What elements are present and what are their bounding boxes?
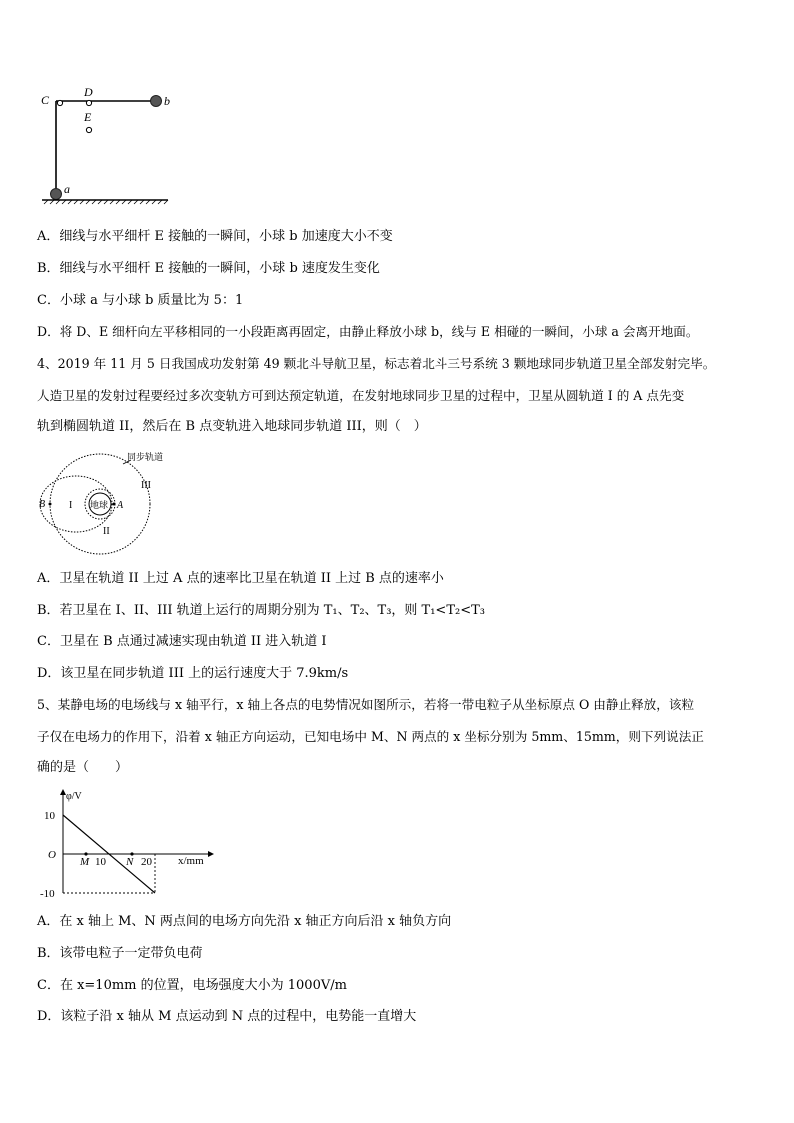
q4-stem-line-2: 人造卫星的发射过程要经过多次变轨方可到达预定轨道，在发射地球同步卫星的过程中，卫星从圆轨道 I 的 A 点先变 <box>37 388 685 403</box>
orbit-figure <box>35 448 165 560</box>
q5-stem-line-2: 子仅在电场力的作用下，沿着 x 轴正方向运动，已知电场中 M、N 两点的 x 坐标分别为 5mm、15mm，则下列说法正 <box>37 729 704 744</box>
label-orbit-iii: III <box>141 480 151 491</box>
graph-x-tick-20: 20 <box>141 856 152 868</box>
graph-m-label: M <box>80 856 90 868</box>
earth-label: 地球 <box>90 501 109 511</box>
peg-c <box>57 100 62 105</box>
graph-y-tick-neg10: -10 <box>40 888 55 900</box>
q5-option-c: C．在 x=10mm 的位置，电场强度大小为 1000V/m <box>37 978 347 993</box>
q5-stem-line-1: 5、某静电场的电场线与 x 轴平行，x 轴上各点的电势情况如图所示，若将一带电粒子从坐标原点 O 由静止释放，该粒 <box>37 697 695 712</box>
ball-a <box>51 189 62 200</box>
sync-orbit-label: 同步轨道 <box>127 453 164 463</box>
q4-stem-line-1: 4、2019 年 11 月 5 日我国成功发射第 49 颗北斗导航卫星，标志着北斗三号系统 3 颗地球同步轨道卫星全部发射完毕。 <box>37 356 716 371</box>
label-a: a <box>64 182 70 196</box>
label-c: C <box>41 93 50 107</box>
q4-option-d: D．该卫星在同步轨道 III 上的运行速度大于 7.9km/s <box>37 666 349 681</box>
q4-option-b: B．若卫星在 I、II、III 轨道上运行的周期分别为 T₁、T₂、T₃，则 T₁<T₂<T₃ <box>37 603 485 618</box>
graph-origin-label: O <box>48 849 56 861</box>
point-a <box>113 503 116 506</box>
graph-n-label: N <box>126 856 134 868</box>
graph-y-tick-10: 10 <box>44 810 55 822</box>
potential-graph <box>38 785 218 900</box>
q5-option-a: A．在 x 轴上 M、N 两点间的电场方向先沿 x 轴正方向后沿 x 轴负方向 <box>37 914 452 929</box>
peg-e <box>86 127 91 132</box>
label-e: E <box>84 110 92 124</box>
q3-option-b: B．细线与水平细杆 E 接触的一瞬间，小球 b 速度发生变化 <box>37 261 380 276</box>
x-axis-arrow <box>208 851 214 857</box>
label-orbit-i: I <box>69 500 73 511</box>
ball-b <box>151 96 162 107</box>
graph-x-tick-10: 10 <box>95 856 106 868</box>
label-point-b: B <box>39 499 46 510</box>
q5-option-d: D．该粒子沿 x 轴从 M 点运动到 N 点的过程中，电势能一直增大 <box>37 1009 417 1024</box>
q5-stem-line-3: 确的是（ ） <box>37 760 129 775</box>
graph-y-label: φ/V <box>66 791 82 802</box>
q4-stem-line-3: 轨到椭圆轨道 II，然后在 B 点变轨进入地球同步轨道 III，则（ ） <box>37 419 427 434</box>
label-d: D <box>84 85 93 99</box>
graph-x-label: x/mm <box>178 855 204 867</box>
point-b <box>49 503 52 506</box>
label-point-a: A <box>117 500 124 511</box>
q4-option-a: A．卫星在轨道 II 上过 A 点的速率比卫星在轨道 II 上过 B 点的速率小 <box>37 571 444 586</box>
q3-option-a: A．细线与水平细杆 E 接触的一瞬间，小球 b 加速度大小不变 <box>37 229 393 244</box>
peg-d <box>86 100 91 105</box>
q5-option-b: B．该带电粒子一定带负电荷 <box>37 946 203 961</box>
q4-option-c: C．卫星在 B 点通过减速实现由轨道 II 进入轨道 I <box>37 634 327 649</box>
pendulum-figure <box>38 85 188 210</box>
q3-option-d: D．将 D、E 细杆向左平移相同的一小段距离再固定，由静止释放小球 b，线与 E 相碰的一瞬间，小球 a 会离开地面。 <box>37 324 699 339</box>
label-b: b <box>164 94 170 108</box>
q3-option-c: C．小球 a 与小球 b 质量比为 5：1 <box>37 293 244 308</box>
label-orbit-ii: II <box>103 526 110 537</box>
